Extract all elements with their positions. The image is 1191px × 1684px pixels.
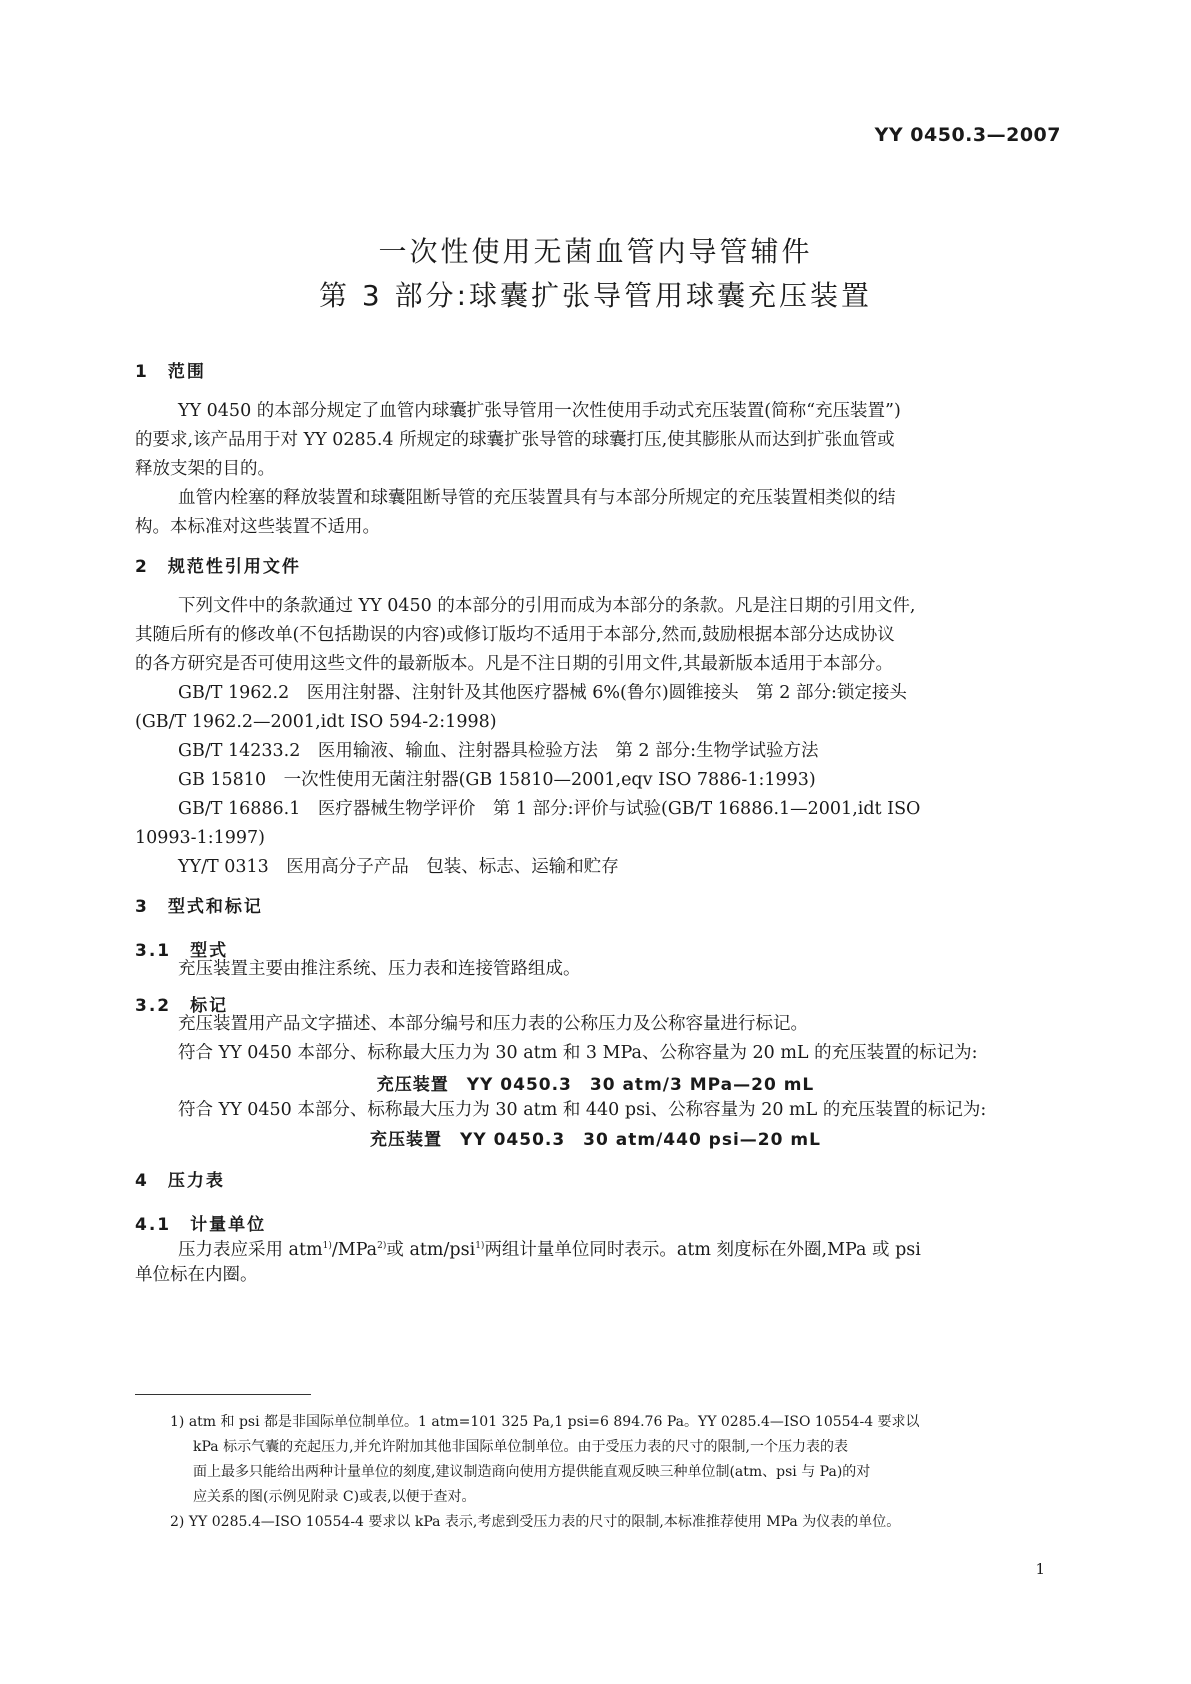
footnote-ref-2: 2) [377,1241,387,1251]
standard-code: YY 0450.3—2007 [874,124,1061,146]
s32-para1: 充压装置用产品文字描述、本部分编号和压力表的公称压力及公称容量进行标记。 [178,1014,808,1034]
s41-para-line2: 单位标在内圈。 [135,1265,258,1285]
footnote-1-line3: 面上最多只能给出两种计量单位的刻度,建议制造商向使用方提供能直观反映三种单位制(atm、psi 与 Pa)的对 [193,1464,871,1480]
s1-para2-line2: 构。本标准对这些装置不适用。 [135,517,380,537]
page-number: 1 [1035,1560,1045,1578]
footnote-1-line4: 应关系的图(示例见附录 C)或表,以便于查对。 [193,1489,476,1505]
s41-text-d: 两组计量单位同时表示。atm 刻度标在外圈,MPa 或 psi [484,1240,921,1260]
marking-example-2: 充压装置 YY 0450.3 30 atm/440 psi—20 mL [370,1130,821,1150]
footnote-1-line2: kPa 标示气囊的充起压力,并允许附加其他非国际单位制单位。由于受压力表的尺寸的限制,一个压力表的表 [193,1439,848,1455]
reference-3: GB 15810 一次性使用无菌注射器(GB 15810—2001,eqv ISO 7886-1:1993) [178,770,816,790]
s1-para1-line3: 释放支架的目的。 [135,459,275,479]
section-4-heading: 4 压力表 [135,1171,225,1191]
s41-text-a: 压力表应采用 atm [178,1240,323,1260]
title-line-2: 第 3 部分:球囊扩张导管用球囊充压装置 [318,279,873,312]
s2-para1-line3: 的各方研究是否可使用这些文件的最新版本。凡是不注日期的引用文件,其最新版本适用于本部分。 [135,654,894,674]
footnote-1-line1: 1) atm 和 psi 都是非国际单位制单位。1 atm=101 325 Pa,1 psi=6 894.76 Pa。YY 0285.4—ISO 10554-4 要求以 [170,1414,920,1430]
reference-5: YY/T 0313 医用高分子产品 包装、标志、运输和贮存 [178,857,619,877]
reference-1-line2: (GB/T 1962.2—2001,idt ISO 594-2:1998) [135,712,497,732]
footnote-ref-1b: 1) [475,1241,485,1251]
reference-4-line1: GB/T 16886.1 医疗器械生物学评价 第 1 部分:评价与试验(GB/T 16886.1—2001,idt ISO [178,799,921,819]
reference-1-line1: GB/T 1962.2 医用注射器、注射针及其他医疗器械 6%(鲁尔)圆锥接头 第 2 部分:锁定接头 [178,683,907,703]
footnote-2: 2) YY 0285.4—ISO 10554-4 要求以 kPa 表示,考虑到受压力表的尺寸的限制,本标准推荐使用 MPa 为仪表的单位。 [170,1514,901,1530]
section-1-heading: 1 范围 [135,362,206,382]
s1-para1-line1: YY 0450 的本部分规定了血管内球囊扩张导管用一次性使用手动式充压装置(简称“充压装置”) [178,401,901,421]
s1-para2-line1: 血管内栓塞的释放装置和球囊阻断导管的充压装置具有与本部分所规定的充压装置相类似的结 [178,488,896,508]
section-3-2-heading: 3.2 标记 [135,996,229,1016]
s1-para1-line2: 的要求,该产品用于对 YY 0285.4 所规定的球囊扩张导管的球囊打压,使其膨胀从而达到扩张血管或 [135,430,895,450]
section-4-1-heading: 4.1 计量单位 [135,1215,267,1235]
s2-para1-line2: 其随后所有的修改单(不包括勘误的内容)或修订版均不适用于本部分,然而,鼓励根据本部分达成协议 [135,625,895,645]
footnote-separator [135,1394,311,1395]
s41-text-b: /MPa [331,1240,378,1260]
s41-text-c: 或 atm/psi [386,1240,476,1260]
title-line-1: 一次性使用无菌血管内导管辅件 [378,235,813,268]
s41-para-line1 [178,1232,921,1265]
section-3-heading: 3 型式和标记 [135,897,263,917]
s2-para1-line1: 下列文件中的条款通过 YY 0450 的本部分的引用而成为本部分的条款。凡是注日期的引用文件, [178,596,916,616]
section-2-heading: 2 规范性引用文件 [135,557,301,577]
s31-para: 充压装置主要由推注系统、压力表和连接管路组成。 [178,959,581,979]
reference-4-line2: 10993-1:1997) [135,828,265,848]
footnote-ref-1: 1) [322,1241,332,1251]
reference-2: GB/T 14233.2 医用输液、输血、注射器具检验方法 第 2 部分:生物学试验方法 [178,741,819,761]
section-3-1-heading: 3.1 型式 [135,941,229,961]
marking-example-1: 充压装置 YY 0450.3 30 atm/3 MPa—20 mL [376,1075,815,1095]
s32-para2: 符合 YY 0450 本部分、标称最大压力为 30 atm 和 3 MPa、公称容量为 20 mL 的充压装置的标记为: [178,1043,978,1063]
s32-para3: 符合 YY 0450 本部分、标称最大压力为 30 atm 和 440 psi、公称容量为 20 mL 的充压装置的标记为: [178,1100,987,1120]
